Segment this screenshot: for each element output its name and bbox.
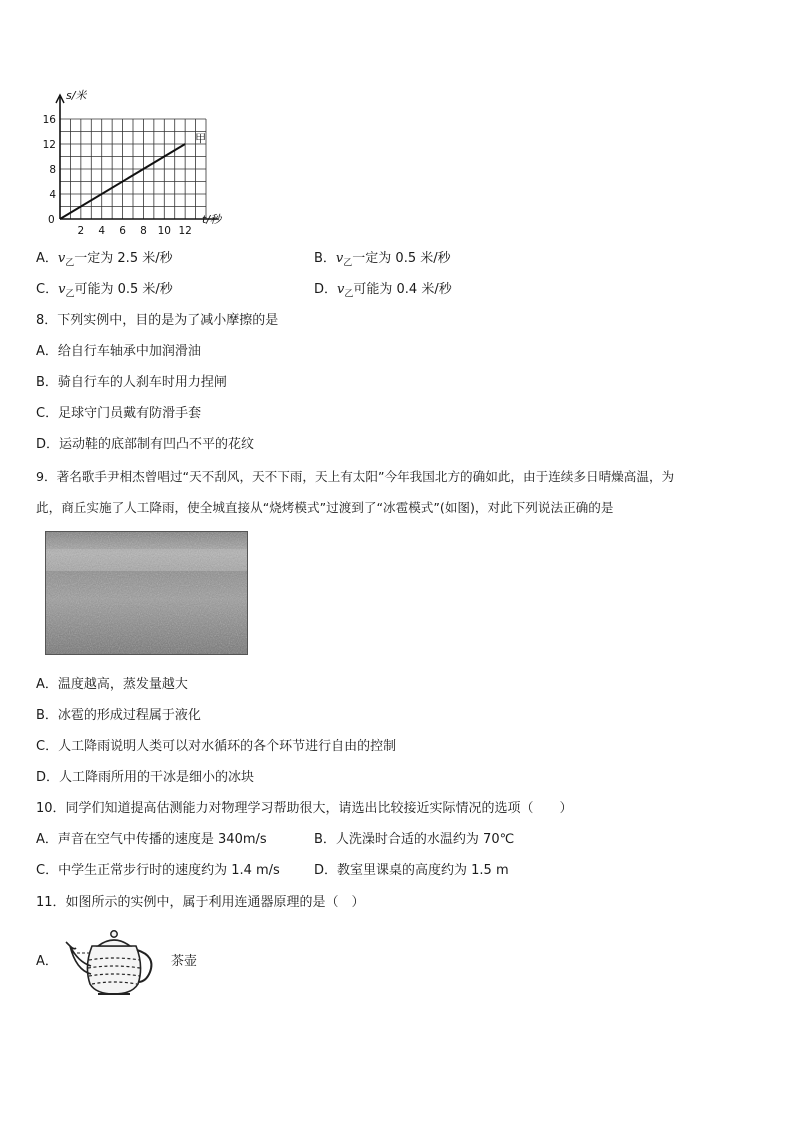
q7-option-a-letter: A．: [36, 251, 58, 266]
q10-option-c[interactable]: C．中学生正常步行时的速度约为 1.4 m/s: [36, 863, 280, 878]
q11-option-a-label: 茶壶: [171, 954, 198, 969]
x-tick-label: 4: [98, 225, 106, 234]
x-tick-label: 8: [140, 225, 147, 234]
q9-stem-line-1: 9．著名歌手尹相杰曾唱过“天不刮风，天不下雨，天上有太阳”今年我国北方的确如此，由于连续多日晴燥高温，为: [36, 469, 675, 484]
y-tick-label: 12: [42, 139, 56, 151]
q8-option-d[interactable]: D．运动鞋的底部制有凹凸不平的花纹: [36, 437, 255, 452]
q10-stem: 10．同学们知道提高估测能力对物理学习帮助很大，请选出比较接近实际情况的选项（ ）: [36, 801, 573, 816]
q9-option-b[interactable]: B．冰雹的形成过程属于液化: [36, 708, 201, 723]
origin-label: 0: [48, 214, 55, 226]
q8-stem: 8．下列实例中，目的是为了减小摩擦的是: [36, 313, 279, 328]
x-tick-label: 2: [77, 225, 85, 234]
series-label-jia: 甲: [195, 132, 207, 145]
q7-option-c-symbol: v: [58, 282, 66, 297]
q9-option-c[interactable]: C．人工降雨说明人类可以对水循环的各个环节进行自由的控制: [36, 739, 397, 754]
q7-option-a[interactable]: [36, 251, 173, 272]
q9-option-a[interactable]: A．温度越高，蒸发量越大: [36, 677, 188, 692]
y-tick-label: 4: [49, 189, 56, 201]
q7-option-a-symbol: v: [57, 251, 66, 266]
distance-time-chart: [34, 84, 234, 234]
q10-option-b[interactable]: B．人洗澡时合适的水温约为 70℃: [314, 832, 515, 847]
q7-option-d[interactable]: [314, 282, 452, 303]
q10-option-a[interactable]: A．声音在空气中传播的速度是 340m/s: [36, 832, 267, 847]
y-axis-label: s/米: [66, 89, 87, 102]
hail-photo: [45, 531, 248, 655]
q7-option-d-symbol: v: [337, 282, 345, 297]
q11-stem: 11．如图所示的实例中，属于利用连通器原理的是（ ）: [36, 895, 365, 910]
q9-stem-line-2: 此，商丘实施了人工降雨，使全城直接从“烧烤模式”过渡到了“冰雹模式”(如图)，对此下列说法正确的是: [36, 500, 614, 515]
q7-option-c[interactable]: [36, 282, 173, 303]
q9-option-d[interactable]: D．人工降雨所用的干冰是细小的冰块: [36, 770, 255, 785]
y-tick-label: 16: [42, 114, 56, 126]
q7-option-b-letter: B．: [314, 251, 336, 266]
q7-option-a-text: 一定为 2.5 米/秒: [74, 251, 173, 266]
x-tick-label: 12: [178, 225, 192, 234]
q8-option-b[interactable]: B．骑自行车的人刹车时用力捏闸: [36, 375, 227, 390]
q7-option-d-text: 可能为 0.4 米/秒: [353, 282, 452, 297]
q7-option-b-sub: 乙: [343, 258, 353, 269]
q8-option-a[interactable]: A．给自行车轴承中加润滑油: [36, 344, 201, 359]
x-tick-label: 10: [157, 225, 171, 234]
q7-option-d-letter: D．: [314, 282, 338, 297]
chart-grid: [60, 119, 206, 219]
q7-option-d-sub: 乙: [344, 289, 354, 300]
x-tick-label: 6: [119, 225, 126, 234]
q7-option-c-sub: 乙: [65, 289, 75, 300]
q10-option-d[interactable]: D．教室里课桌的高度约为 1.5 m: [314, 863, 509, 878]
teapot-icon: [62, 922, 160, 998]
q7-option-c-letter: C．: [36, 282, 59, 297]
q7-option-b[interactable]: [314, 251, 451, 272]
q7-option-b-symbol: v: [335, 251, 344, 266]
y-tick-label: 8: [49, 164, 56, 176]
q7-option-b-text: 一定为 0.5 米/秒: [352, 251, 451, 266]
q7-option-a-sub: 乙: [65, 258, 75, 269]
q7-option-c-text: 可能为 0.5 米/秒: [74, 282, 173, 297]
x-axis-label: t/秒: [202, 213, 222, 226]
q11-option-a-letter[interactable]: A．: [36, 954, 58, 969]
q8-option-c[interactable]: C．足球守门员戴有防滑手套: [36, 406, 202, 421]
